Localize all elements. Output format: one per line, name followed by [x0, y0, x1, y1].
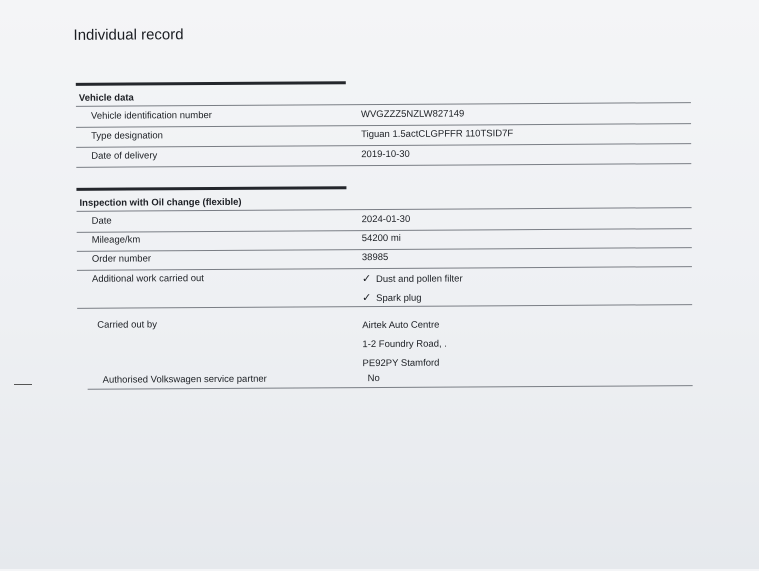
additional-work-row	[77, 270, 692, 309]
page-title: Individual record	[73, 26, 184, 44]
order-number-row	[77, 250, 692, 271]
delivery-date-label: Date of delivery	[91, 150, 158, 162]
service-partner-value: No	[367, 373, 380, 385]
workshop-city: PE92PY Stamford	[362, 357, 440, 370]
type-designation-row	[76, 127, 691, 148]
service-partner-label: Authorised Volkswagen service partner	[102, 373, 267, 386]
check-icon: ✓	[361, 273, 372, 286]
carried-out-row	[77, 314, 692, 378]
service-partner-row	[88, 371, 693, 390]
vehicle-data-section	[76, 79, 691, 162]
vin-row	[76, 107, 691, 128]
inspection-header: Inspection with Oil change (flexible)	[76, 191, 691, 212]
mileage-row	[77, 231, 692, 252]
delivery-date-value: 2019-10-30	[361, 148, 410, 161]
date-label: Date	[91, 215, 112, 227]
workshop-street: 1-2 Foundry Road, .	[362, 338, 447, 351]
additional-work-label: Additional work carried out	[91, 273, 204, 285]
type-designation-label: Type designation	[91, 130, 163, 142]
mileage-label: Mileage/km	[91, 234, 141, 246]
work-item-label: Dust and pollen filter	[375, 273, 463, 286]
vin-value: WVGZZZ5NZLW827149	[360, 108, 465, 121]
additional-work-list	[362, 271, 463, 304]
work-item-label: Spark plug	[376, 292, 422, 305]
order-number-value: 38985	[361, 251, 389, 264]
workshop-name: Airtek Auto Centre	[362, 319, 440, 332]
check-icon: ✓	[362, 292, 372, 305]
vehicle-data-header: Vehicle data	[76, 86, 691, 107]
date-row	[77, 212, 692, 233]
section-divider-bar	[76, 81, 346, 86]
order-number-label: Order number	[91, 253, 152, 265]
section-divider-bar	[76, 186, 346, 191]
mileage-value: 54200 mi	[361, 232, 401, 245]
carried-out-label: Carried out by	[97, 319, 157, 331]
vin-label: Vehicle identification number	[90, 110, 212, 122]
work-item	[362, 291, 422, 304]
carried-out-address	[362, 316, 447, 374]
type-designation-value: Tiguan 1.5actCLGPFFR 110TSID7F	[361, 128, 514, 141]
inspection-section	[76, 184, 691, 386]
margin-mark	[14, 384, 32, 385]
date-value: 2024-01-30	[361, 213, 411, 226]
delivery-date-row	[76, 147, 691, 168]
work-item	[362, 271, 463, 285]
